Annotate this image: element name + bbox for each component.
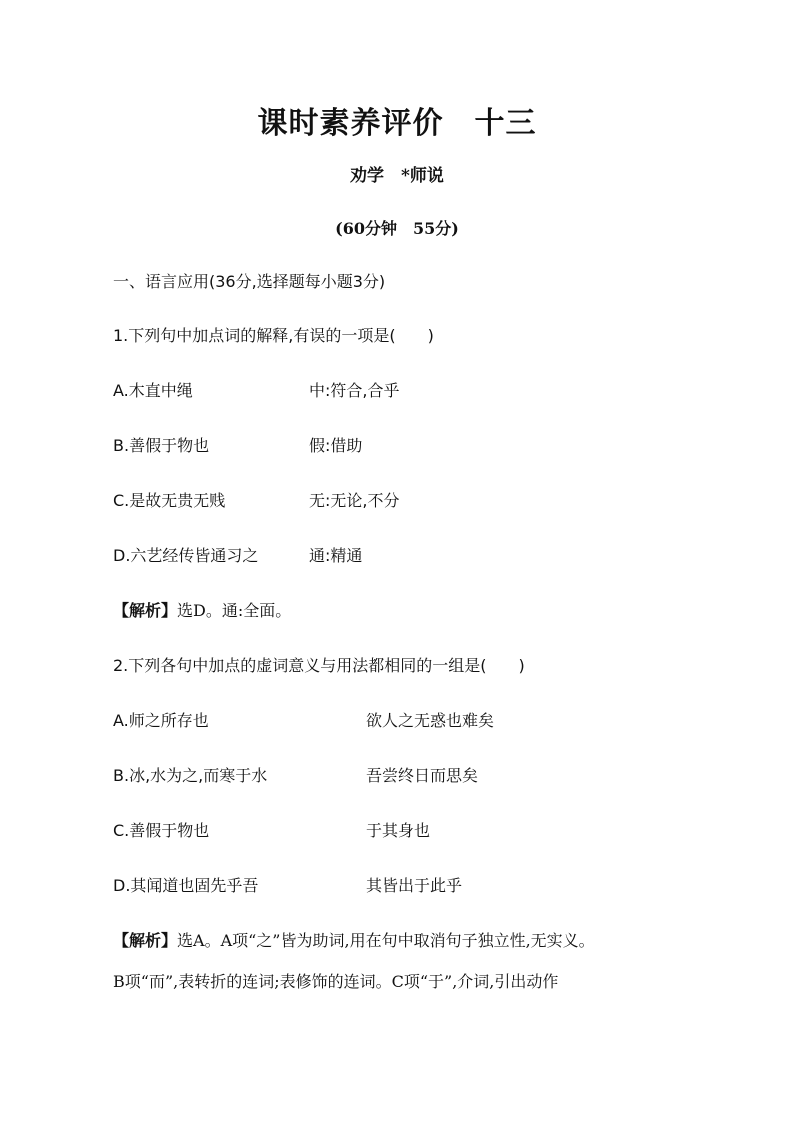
option-text: A.木直中绳 [113, 381, 193, 400]
option-text: C.是故无贵无贱 [113, 491, 226, 510]
time-score-note: (60分钟 55分) [335, 219, 459, 238]
question-1-stem: 1.下列句中加点词的解释,有误的一项是( ) [113, 326, 434, 345]
analysis-label: 【解析】 [113, 931, 178, 950]
option-gloss: 无:无论,不分 [309, 491, 400, 510]
option-text: D.六艺经传皆通习之 [113, 546, 259, 565]
option-right: 欲人之无惑也难矣 [366, 711, 495, 730]
question-1-analysis [113, 600, 291, 622]
page-title: 课时素养评价 十三 [257, 106, 537, 141]
option-text: B.善假于物也 [113, 436, 210, 455]
option-left: B.冰,水为之,而寒于水 [113, 766, 268, 785]
lesson-subtitle: 劝学 *师说 [350, 166, 444, 186]
analysis-text: 选A。A项“之”皆为助词,用在句中取消句子独立性,无实义。 [177, 931, 595, 950]
option-right: 于其身也 [366, 821, 431, 840]
option-left: A.师之所存也 [113, 711, 209, 730]
option-gloss: 假:借助 [309, 436, 363, 455]
analysis-label: 【解析】 [113, 601, 178, 620]
option-gloss: 中:符合,合乎 [309, 381, 400, 400]
question-2-analysis-line-2: B项“而”,表转折的连词;表修饰的连词。C项“于”,介词,引出动作 [113, 972, 559, 991]
section-heading: 一、语言应用(36分,选择题每小题3分) [113, 272, 386, 291]
question-2-analysis-line-1 [113, 930, 595, 952]
option-right: 其皆出于此乎 [366, 876, 463, 895]
analysis-text: 选D。通:全面。 [177, 601, 292, 620]
option-left: D.其闻道也固先乎吾 [113, 876, 259, 895]
option-left: C.善假于物也 [113, 821, 210, 840]
option-right: 吾尝终日而思矣 [366, 766, 479, 785]
question-2-stem: 2.下列各句中加点的虚词意义与用法都相同的一组是( ) [113, 656, 525, 675]
option-gloss: 通:精通 [309, 546, 363, 565]
